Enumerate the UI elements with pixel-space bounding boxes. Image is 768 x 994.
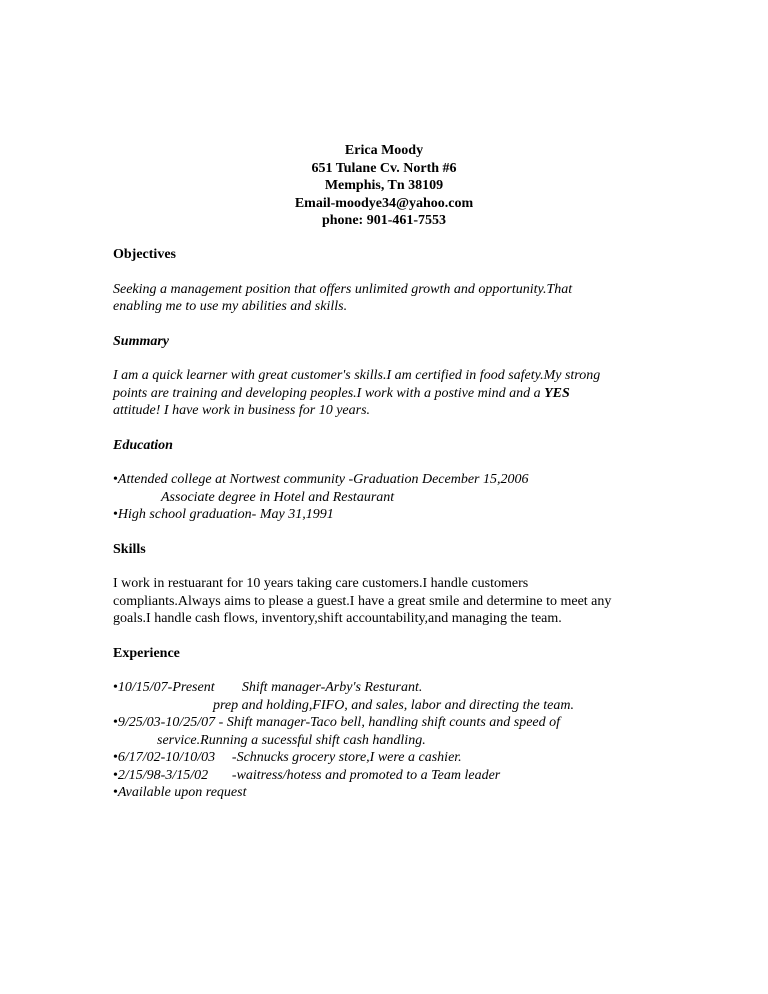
experience-heading: Experience (113, 645, 180, 661)
list-item (113, 471, 673, 489)
summary-line: attitude! I have work in business for 10 years. (113, 403, 371, 418)
list-item (113, 506, 673, 524)
resume-body (113, 246, 673, 802)
skills-heading: Skills (113, 541, 146, 557)
bullet-icon: • (113, 767, 118, 783)
bullet-icon: • (113, 785, 118, 800)
list-item-text: High school graduation- May 31,1991 (117, 507, 334, 522)
bullet-icon: • (113, 472, 118, 487)
city-line: Memphis, Tn 38109 (324, 178, 444, 193)
summary-heading: Summary (113, 333, 170, 349)
list-item (113, 767, 673, 785)
address-line: 651 Tulane Cv. North #6 (311, 160, 457, 176)
job-date: 6/17/02-10/10/03 (117, 750, 216, 765)
education-list (113, 471, 673, 524)
job-title: 9/25/03-10/25/07 - Shift manager-Taco bell, handling shift counts and speed of (117, 715, 561, 730)
job-title: Shift manager-Arby's Resturant. (241, 680, 423, 695)
objectives-text (113, 281, 673, 316)
job-date: 2/15/98-3/15/02 (117, 767, 209, 783)
job-title: -waitress/hotess and promoted to a Team leader (231, 767, 501, 783)
list-item-sub: prep and holding,FIFO, and sales, labor and directing the team. (213, 697, 574, 713)
list-item-text: Attended college at Nortwest community -Graduation December 15,2006 (117, 472, 529, 487)
list-item-sub: service.Running a sucessful shift cash handling. (157, 732, 426, 748)
summary-line (113, 385, 673, 403)
contact-header (0, 142, 768, 230)
skills-line: goals.I handle cash flows, inventory,shift accountability,and managing the team. (113, 611, 562, 626)
objectives-heading: Objectives (113, 247, 176, 262)
list-item (113, 784, 673, 802)
bullet-icon: • (113, 715, 118, 730)
education-heading: Education (113, 437, 173, 453)
summary-emphasis: YES (544, 385, 570, 401)
list-item-text: Available upon request (117, 785, 247, 800)
summary-text (113, 367, 673, 420)
summary-line: I am a quick learner with great customer's skills.I am certified in food safety.My strong (113, 368, 601, 383)
bullet-icon: • (113, 507, 118, 522)
summary-line-text: points are training and developing peoples.I work with a postive mind and a (113, 385, 545, 401)
bullet-icon: • (113, 680, 118, 695)
skills-line: compliants.Always aims to please a guest.I have a great smile and determine to meet any (113, 593, 612, 609)
list-item-sub: Associate degree in Hotel and Restaurant (161, 489, 395, 505)
email-line: Email-moodye34@yahoo.com (294, 195, 474, 211)
list-item (113, 679, 673, 697)
list-item (113, 714, 673, 732)
experience-list (113, 679, 673, 802)
bullet-icon: • (113, 750, 118, 765)
list-item (113, 749, 673, 767)
skills-line: I work in restuarant for 10 years taking care customers.I handle customers (113, 576, 529, 591)
objectives-line: Seeking a management position that offers unlimited growth and opportunity.That (113, 281, 573, 297)
candidate-name: Erica Moody (344, 143, 424, 158)
job-date: 10/15/07-Present (117, 680, 215, 695)
objectives-line: enabling me to use my abilities and skills. (113, 299, 348, 314)
job-title: -Schnucks grocery store,I were a cashier. (231, 750, 462, 765)
phone-line: phone: 901-461-7553 (321, 213, 447, 228)
skills-text (113, 575, 673, 628)
